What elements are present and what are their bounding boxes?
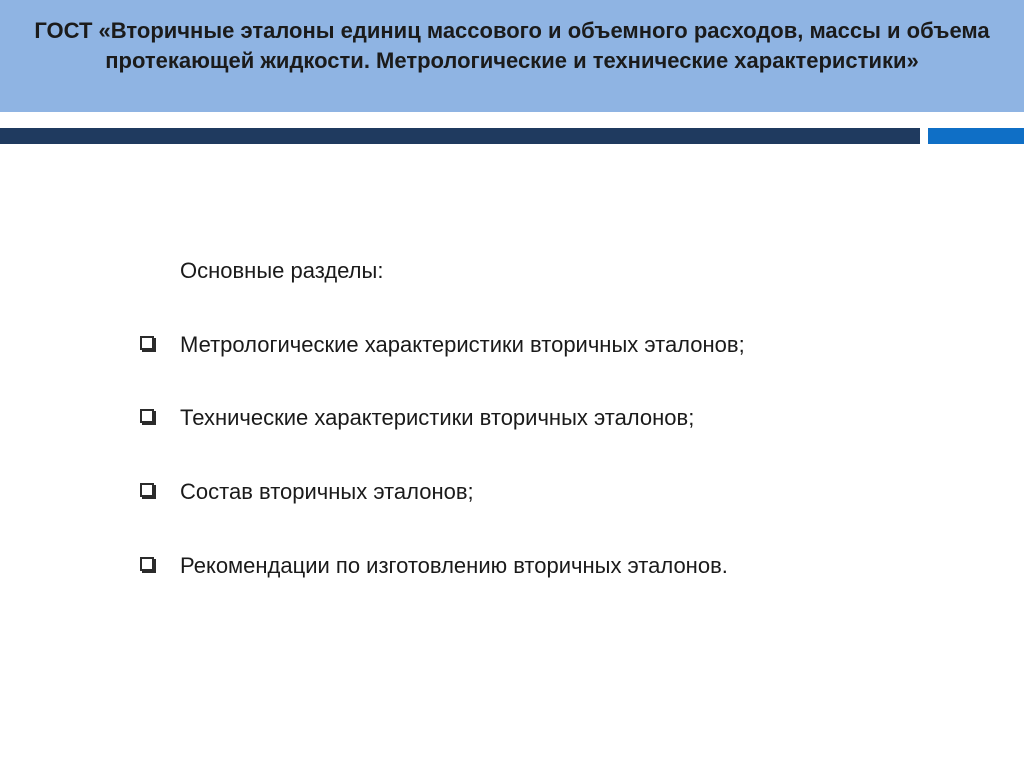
list-item-label: Технические характеристики вторичных эталонов;	[180, 405, 695, 430]
checkbox-outline-icon	[140, 336, 154, 350]
list-item-label: Рекомендации по изготовлению вторичных эталонов.	[180, 553, 728, 578]
list-item-label: Состав вторичных эталонов;	[180, 479, 474, 504]
checkbox-outline-icon	[140, 557, 154, 571]
checkbox-outline-icon	[140, 483, 154, 497]
sections-heading: Основные разделы:	[180, 258, 384, 283]
checkbox-outline-icon	[140, 409, 154, 423]
slide-title: ГОСТ «Вторичные эталоны единиц массового и объемного расходов, массы и объема протекающей жидкости. Метрологические и технические характеристики»	[34, 18, 990, 73]
list-item-label: Метрологические характеристики вторичных эталонов;	[180, 332, 745, 357]
